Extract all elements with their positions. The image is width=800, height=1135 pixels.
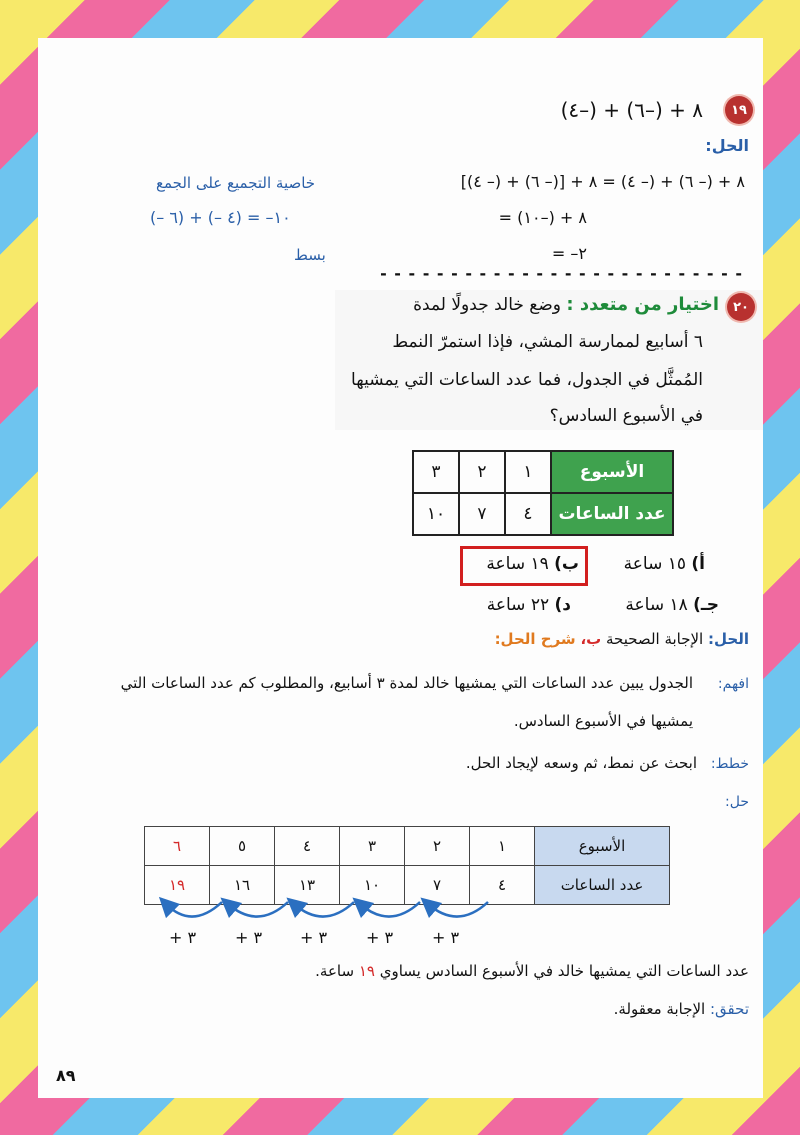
q19-line1-note: خاصية التجميع على الجمع [156,174,316,192]
arrow-icon [360,902,420,917]
hours-header: عدد الساعات [535,866,670,905]
table-cell: ٦ [145,827,210,866]
arrow-icon [294,902,354,917]
q19-line3: = –٢ [551,244,587,263]
table-cell: ٧ [459,493,505,535]
table-cell: ٧ [405,866,470,905]
arrow-icon [166,902,222,917]
table-cell: ٣ [413,451,459,493]
table-cell: ١٩ [145,866,210,905]
understand-line1: الجدول يبين عدد الساعات التي يمشيها خالد لمدة ٣ أسابيع، والمطلوب كم عدد الساعات التي [120,674,693,692]
q19-line2-note: (– ٦) + (– ٤) = –١٠ [150,208,291,227]
solution-table [144,826,670,905]
table-cell: ٤ [275,827,340,866]
choice-c-text: ١٨ ساعة [625,595,688,615]
hours-header: عدد الساعات [551,493,673,535]
q20-label: اختيار من متعدد : [566,294,719,315]
step-label: + ٣ [432,928,460,947]
q19-solution-label: الحل: [705,136,749,155]
page-number: ٨٩ [56,1066,76,1085]
table-cell: ١ [470,827,535,866]
result-text [315,962,749,980]
table-cell: ١٣ [275,866,340,905]
table-cell: ١ [505,451,551,493]
table-cell: ١٠ [413,493,459,535]
plan-label: خطط: [710,756,749,772]
table-row [145,827,670,866]
q20-solution-label: الحل: [708,630,749,648]
q20-line1-wrap [413,294,719,315]
q20-line2: ٦ أسابيع لممارسة المشي، فإذا استمرّ النمط [392,332,703,352]
table-row [413,451,673,493]
table-cell: ٣ [340,827,405,866]
table-cell: ١٦ [210,866,275,905]
choice-d-text: ٢٢ ساعة [486,595,550,615]
check-label: تحقق: [709,1000,749,1018]
choice-a-letter: أ) [691,554,705,574]
step-label: + ٣ [169,928,197,947]
result-pre: عدد الساعات التي يمشيها خالد في الأسبوع السادس يساوي [379,962,749,980]
q19-line3-note: بسط [294,246,326,264]
choice-b[interactable] [486,554,579,574]
plan-text: ابحث عن نمط، ثم وسعه لإيجاد الحل. [465,754,697,772]
choice-d[interactable] [487,595,571,615]
table-cell: ٤ [470,866,535,905]
table-cell: ١٠ [340,866,405,905]
table-cell: ٢ [405,827,470,866]
choice-b-letter: ب) [554,554,579,574]
choice-a-text: ١٥ ساعة [623,554,686,574]
table-cell: ٥ [210,827,275,866]
solve-label: حل: [725,794,749,810]
question-20-badge: ٢٠ [727,293,755,321]
week-header: الأسبوع [535,827,670,866]
step-label: + ٣ [235,928,263,947]
check-line [614,1000,749,1018]
choice-a[interactable] [624,554,705,574]
q20-line3: المُمثَّل في الجدول، فما عدد الساعات التي يمشيها [351,370,703,390]
table-cell: ٢ [459,451,505,493]
choice-c-letter: جـ) [693,595,719,615]
arrow-icon [228,902,288,917]
result-value: ١٩ [358,962,375,980]
q20-line4: في الأسبوع السادس؟ [549,406,703,426]
choice-d-letter: د) [554,595,571,615]
understand-label: افهم: [717,676,749,692]
q20-line1: وضع خالد جدولًا لمدة [413,295,561,315]
page [38,38,763,1098]
step-label: + ٣ [366,928,394,947]
q20-solution [495,630,749,648]
table-row [413,493,673,535]
step-label: + ٣ [300,928,328,947]
check-text: الإجابة معقولة. [613,1000,706,1018]
divider: - - - - - - - - - - - - - - - - - - - - - - - - - - [380,264,743,283]
q19-line2: = ٨ + (–١٠) [498,208,587,227]
week-header: الأسبوع [551,451,673,493]
question-19-badge: ١٩ [725,96,753,124]
q19-expression: ٨ + (–٦) + (–٤) [560,98,703,122]
arrow-icon [428,902,488,917]
choice-b-text: ١٩ ساعة [486,554,549,574]
q20-table [412,450,674,536]
q20-explain-label: شرح الحل: [494,630,576,648]
table-cell: ٤ [505,493,551,535]
q19-line1: ٨ + (– ٦) + (– ٤) = ٨ + [(– ٦) + (– ٤)] [460,172,745,191]
result-post: ساعة. [315,962,355,980]
choice-c[interactable] [625,595,719,615]
q20-solution-text: الإجابة الصحيحة [606,630,704,648]
q20-solution-answer: ب، [580,630,602,648]
understand-line2: يمشيها في الأسبوع السادس. [513,712,693,730]
